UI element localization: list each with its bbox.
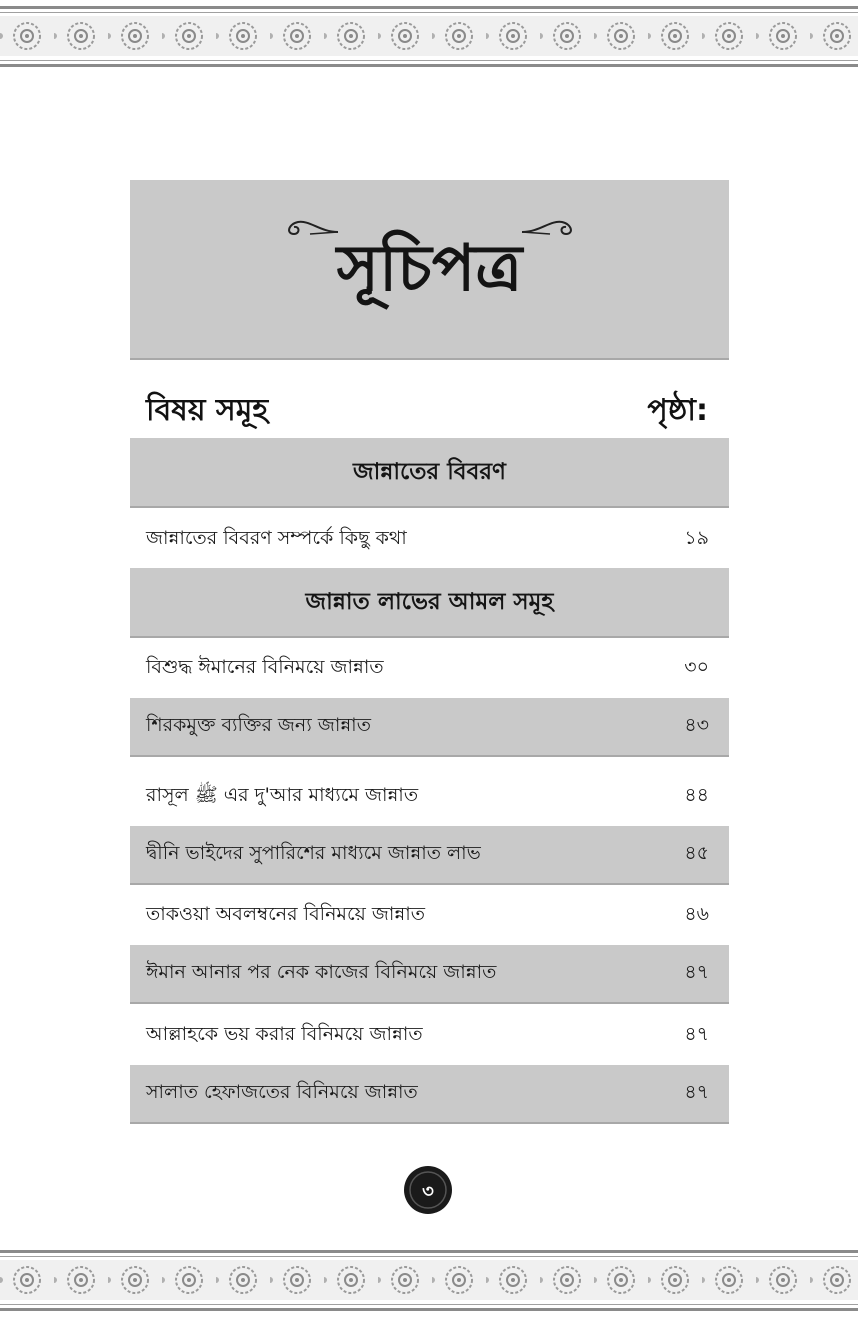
page-number: ৩ [422,1181,434,1202]
toc-entry[interactable] [130,886,729,945]
border-line [0,6,858,9]
toc-entry-page: ৪৩ [684,713,709,736]
toc-entry-page: ৪৬ [684,902,709,925]
border-line [0,1308,858,1311]
page-title: সূচিপত্র [336,231,523,306]
border-line [0,1250,858,1253]
toc-entry-page: ৪৭ [684,960,709,983]
floral-pattern [0,16,858,56]
toc-entry-text: জান্নাতের বিবরণ সম্পর্কে কিছু কথা [146,526,407,549]
border-line [0,1256,858,1257]
section-heading: জান্নাতের বিবরণ [130,438,729,508]
toc-entry-page: ৩০ [684,655,709,678]
toc-entry[interactable] [130,767,729,826]
toc-entry-text: রাসূল ﷺ এর দু'আর মাধ্যমে জান্নাত [146,783,419,806]
toc-entry-page: ৪৭ [684,1080,709,1103]
toc-entry-text: ঈমান আনার পর নেক কাজের বিনিময়ে জান্নাত [146,960,497,983]
toc-entry-page: ৪৭ [684,1022,709,1045]
toc-entry-page: ৪৪ [684,783,709,806]
toc-entry[interactable] [130,1065,729,1124]
border-line [0,60,858,61]
floral-pattern-icon [0,16,858,56]
toc-entry[interactable] [130,1006,729,1065]
top-ornamental-border [0,0,858,72]
toc-entry-page: ১৯ [684,526,709,549]
border-line [0,12,858,13]
floral-pattern [0,1260,858,1300]
page-column-header: পৃষ্ঠা: [647,393,708,428]
toc-entry-text: বিশুদ্ধ ঈমানের বিনিময়ে জান্নাত [146,655,384,678]
toc-entry-text: শিরকমুক্ত ব্যক্তির জন্য জান্নাত [146,713,371,736]
toc-entry[interactable] [130,510,729,569]
floral-pattern-icon [0,1260,858,1300]
title-banner [130,180,729,360]
section-heading: জান্নাত লাভের আমল সমূহ [130,568,729,638]
border-line [0,1304,858,1305]
border-line [0,64,858,67]
toc-entry-page: ৪৫ [684,841,709,864]
toc-entry-text: আল্লাহকে ভয় করার বিনিময়ে জান্নাত [146,1022,423,1045]
toc-entry-text: দ্বীনি ভাইদের সুপারিশের মাধ্যমে জান্নাত লাভ [146,841,481,864]
page-number-badge [402,1164,454,1216]
toc-entry-text: তাকওয়া অবলম্বনের বিনিময়ে জান্নাত [146,902,425,925]
toc-entry[interactable] [130,639,729,698]
toc-entry[interactable] [130,826,729,885]
toc-entry-text: সালাত হেফাজতের বিনিময়ে জান্নাত [146,1080,418,1103]
toc-entry[interactable] [130,698,729,757]
toc-entry[interactable] [130,945,729,1004]
bottom-ornamental-border [0,1246,858,1318]
subject-column-header: বিষয় সমূহ [146,393,269,428]
